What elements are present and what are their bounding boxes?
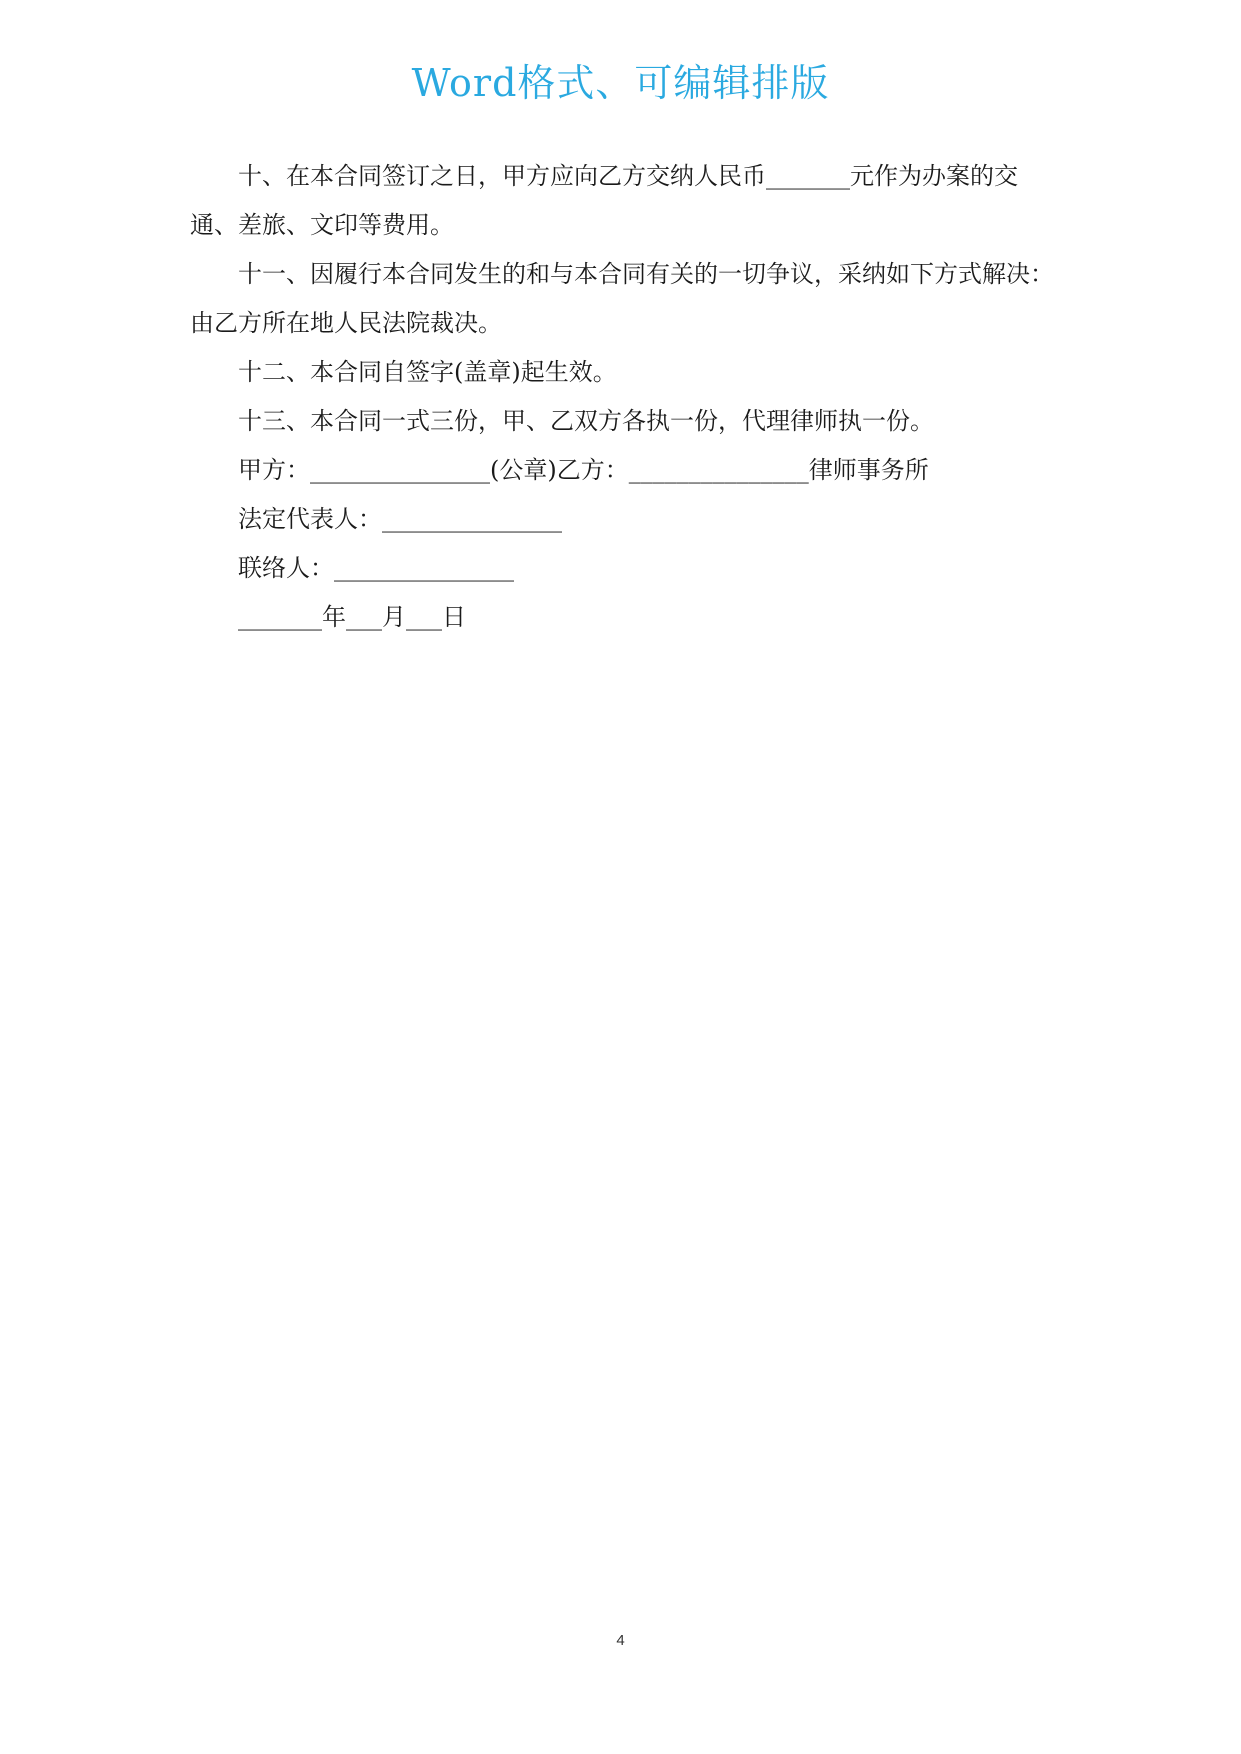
page-header-title: Word格式、可编辑排版 bbox=[411, 61, 830, 105]
clause-11: 十一、因履行本合同发生的和与本合同有关的一切争议，采纳如下方式解决：由乙方所在地人民法院裁决。 bbox=[190, 260, 1054, 337]
clause-12: 十二、本合同自签字(盖章)起生效。 bbox=[238, 358, 617, 386]
signature-parties-line: 甲方：_______________(公章)乙方：_______________律师事务所 bbox=[238, 456, 929, 484]
legal-representative-line: 法定代表人：_______________ bbox=[238, 505, 562, 533]
contract-body bbox=[190, 152, 1058, 642]
contact-person-line: 联络人：_______________ bbox=[238, 554, 514, 582]
clause-13: 十三、本合同一式三份，甲、乙双方各执一份，代理律师执一份。 bbox=[238, 407, 934, 435]
page-number: 4 bbox=[616, 1632, 625, 1649]
clause-10: 十、在本合同签订之日，甲方应向乙方交纳人民币_______元作为办案的交通、差旅、文印等费用。 bbox=[190, 162, 1018, 239]
date-line: _______年___月___日 bbox=[238, 603, 466, 631]
